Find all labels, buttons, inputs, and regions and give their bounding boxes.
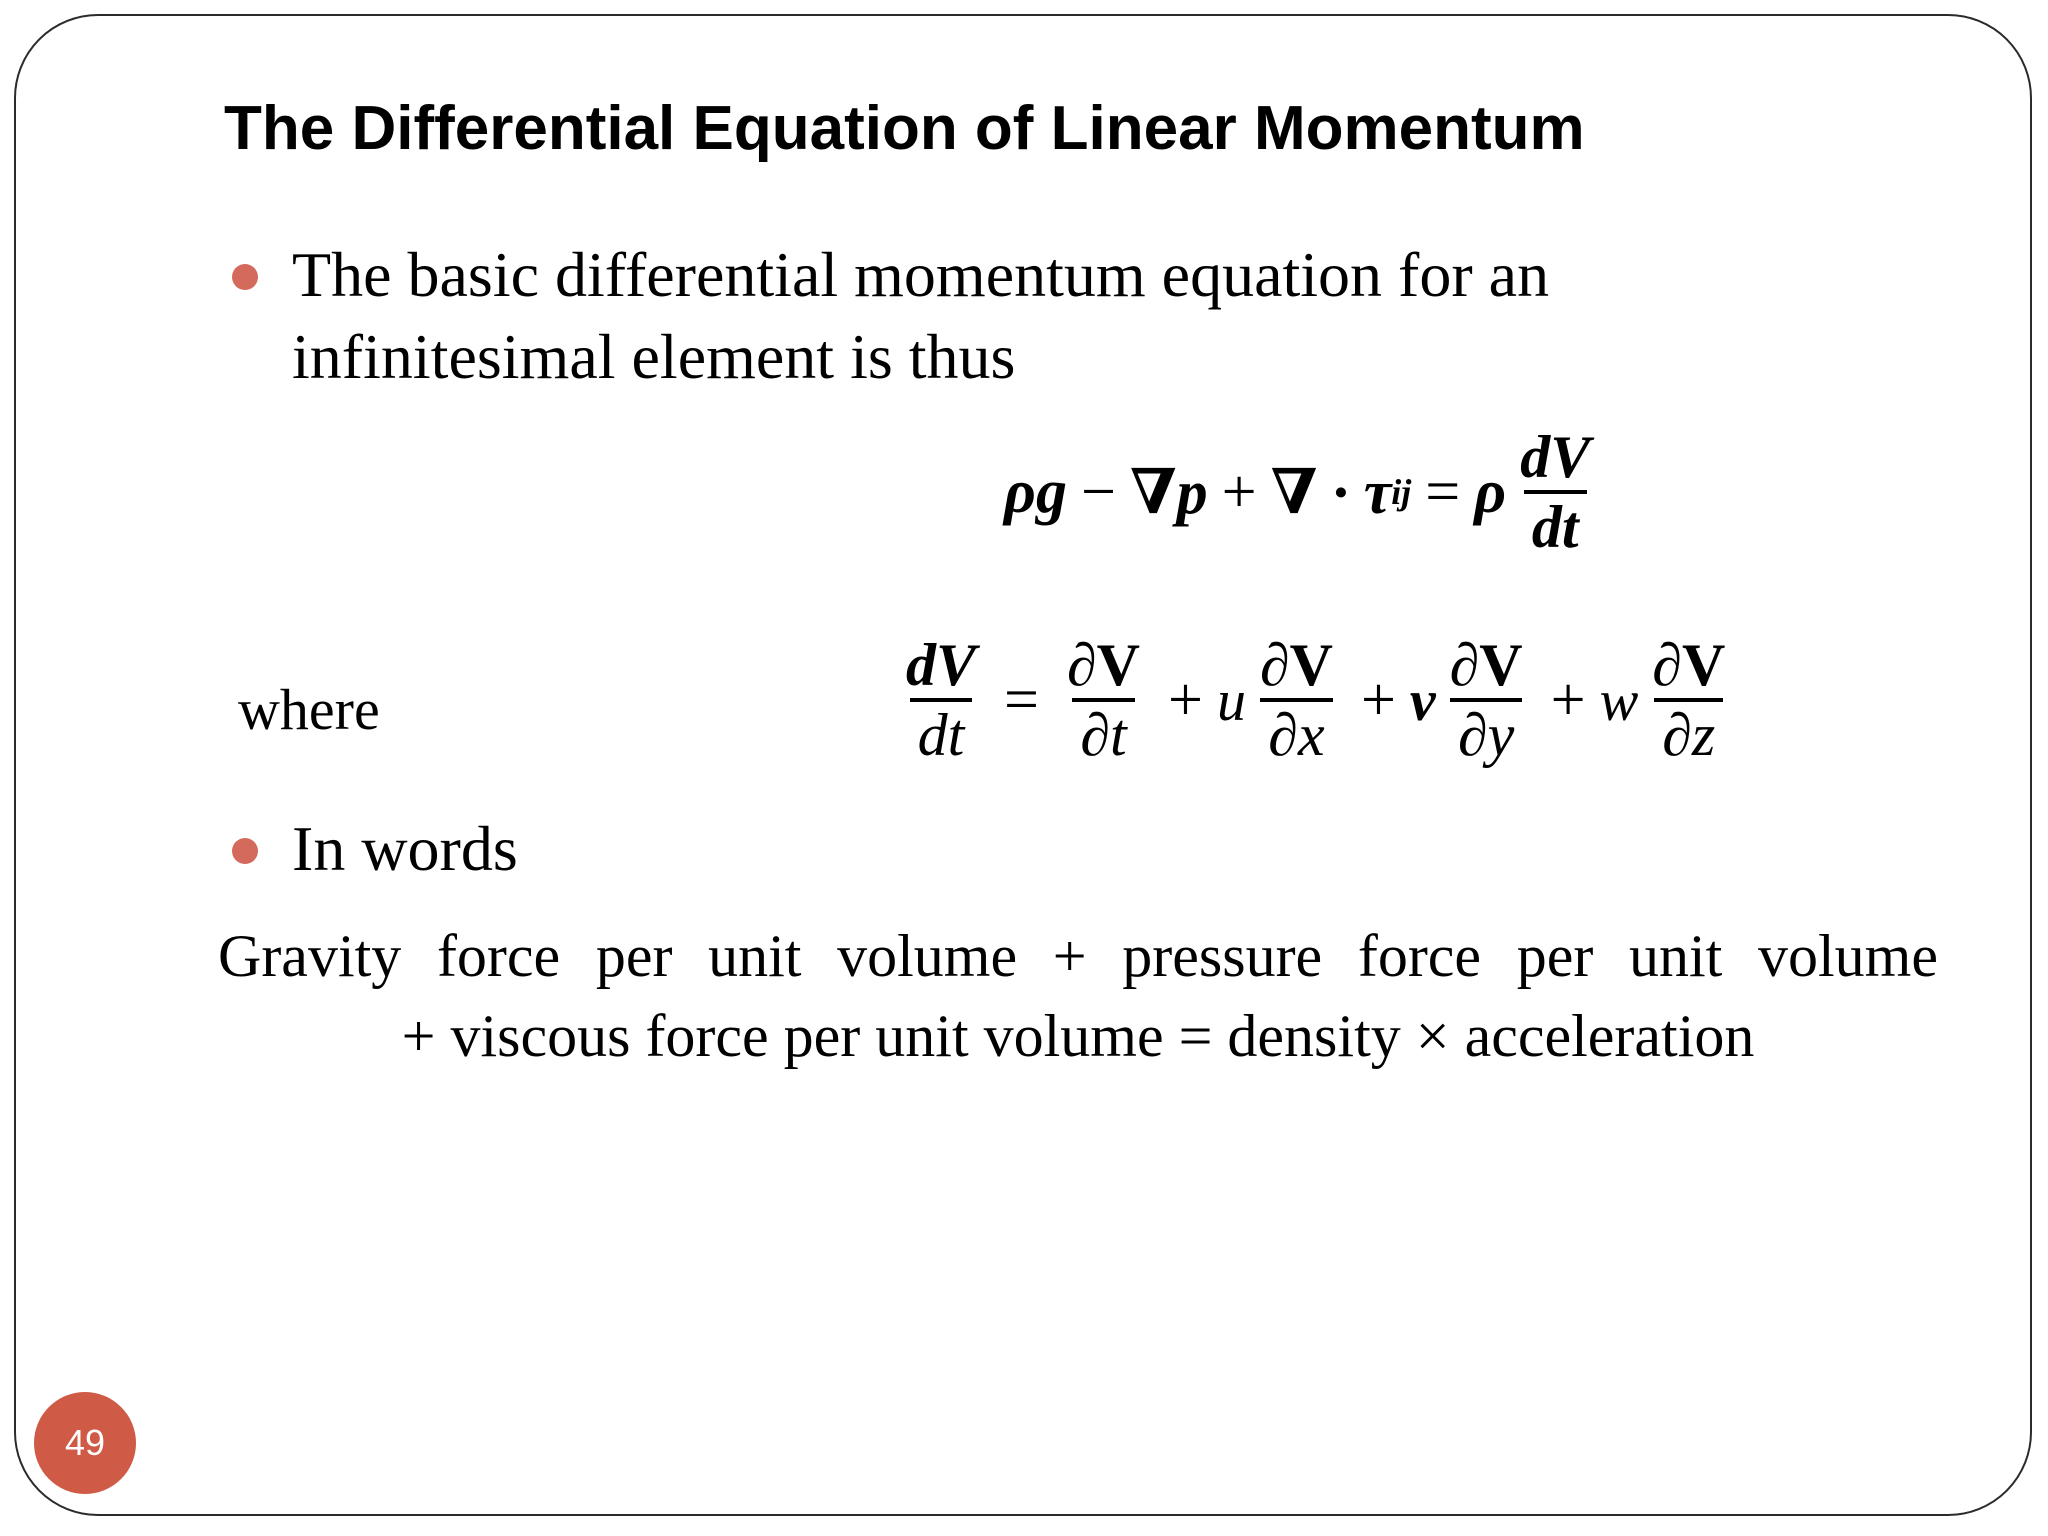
eq-rho: ρ <box>1474 457 1507 526</box>
eq-denominator: ∂x <box>1260 698 1332 768</box>
eq-fraction <box>1512 424 1598 560</box>
eq-fraction <box>1644 632 1733 768</box>
bullet-item-2 <box>232 808 518 890</box>
eq-denominator: ∂z <box>1654 698 1723 768</box>
eq-numerator: ∂V <box>1259 632 1333 698</box>
eq-fraction <box>898 632 984 768</box>
eq-numerator: ∂V <box>1449 632 1523 698</box>
words-equation <box>218 916 1938 1076</box>
page-number-badge: 49 <box>34 1392 136 1494</box>
words-line-1: Gravity force per unit volume + pressure force per unit volume <box>218 923 1938 989</box>
eq-numerator: dV <box>1520 424 1591 490</box>
eq-denominator: ∂t <box>1072 698 1134 768</box>
bullet-item-1 <box>232 234 1549 398</box>
eq-tau-subscript: ij <box>1391 472 1412 512</box>
eq-v: v <box>1409 667 1436 733</box>
words-line-2: + viscous force per unit volume = density × acceleration <box>401 1003 1755 1069</box>
bullet-text-line: infinitesimal element is thus <box>292 321 1016 392</box>
bullet-text-line: The basic differential momentum equation for an <box>292 239 1550 310</box>
where-label: where <box>238 677 380 742</box>
bullet-dot <box>232 838 258 864</box>
eq-denominator: dt <box>1524 490 1587 560</box>
eq-grad-p: ∇p <box>1129 459 1208 527</box>
eq-numerator: ∂V <box>1652 632 1726 698</box>
bullet-text-2: In words <box>292 813 518 884</box>
eq-rho-g: ρg <box>1004 457 1067 526</box>
eq-fraction <box>1442 632 1531 768</box>
bullet-dot <box>232 264 258 290</box>
eq-fraction <box>1059 632 1148 768</box>
material-derivative-equation: $\frac{dV}{dt}$ = $\frac{\partial V}{\partial t}$ + u $\frac{\partial V}{\partial x}$ + v $\frac{\partial V}{\partial y}$ + w $\frac{\partial V}{\partial z}$ <box>892 632 1739 768</box>
eq-u: u <box>1216 667 1246 733</box>
eq-div-tau: ∇ · τ <box>1270 459 1392 527</box>
eq-numerator: dV <box>906 632 977 698</box>
eq-denominator: dt <box>910 698 973 768</box>
eq-minus: − <box>1080 457 1116 526</box>
eq-denominator: ∂y <box>1450 698 1522 768</box>
bullet-text-1 <box>292 234 1549 398</box>
eq-plus: + <box>1221 457 1257 526</box>
slide-title: The Differential Equation of Linear Momentum <box>224 94 1585 163</box>
eq-numerator: ∂V <box>1067 632 1140 698</box>
eq-w: w <box>1599 667 1639 733</box>
eq-equals: = <box>1425 457 1461 526</box>
momentum-equation <box>1004 424 1604 560</box>
eq-fraction <box>1252 632 1341 768</box>
